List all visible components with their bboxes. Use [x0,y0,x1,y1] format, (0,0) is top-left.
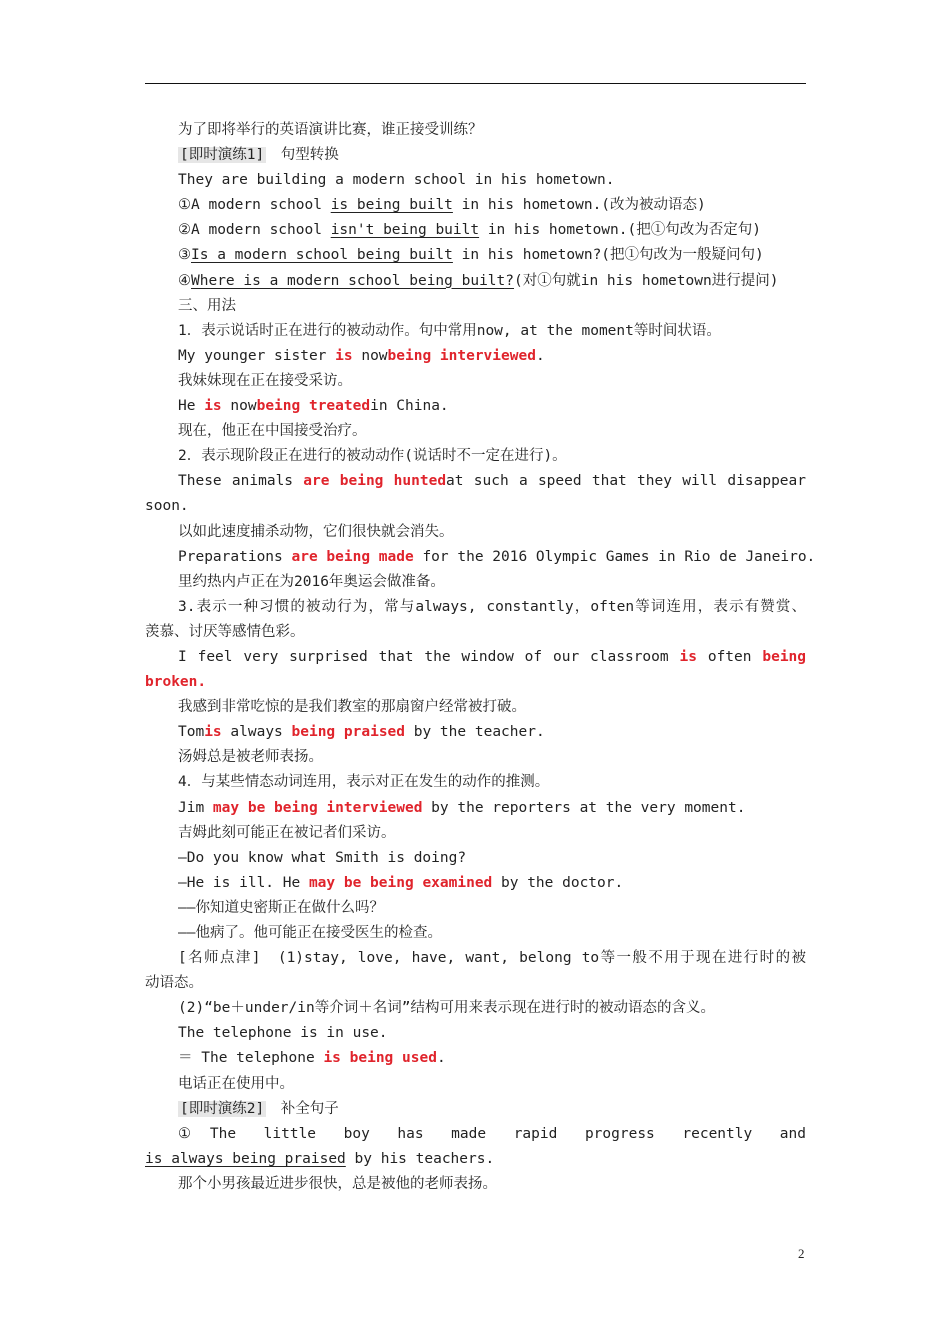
text-segment: 汤姆总是被老师表扬。 [178,749,323,766]
text-segment: —He is ill. He [178,874,309,891]
text-segment: 吉姆此刻可能正在被记者们采访。 [178,824,396,841]
text-line [145,996,806,1021]
answer-text: is being built [330,197,453,214]
highlighted-text: being praised [291,724,406,741]
highlighted-text: being interviewed [387,347,536,364]
text-line [145,294,806,319]
text-segment: The telephone is in use. [178,1025,388,1042]
text-line [145,444,806,469]
text-segment: . [535,347,545,364]
text-line [145,695,806,720]
text-segment: Preparations [178,548,292,565]
highlighted-text: may be being examined [308,874,493,891]
highlighted-text: being treated [256,398,371,415]
text-line [145,620,806,645]
text-line [145,821,806,846]
text-segment: 为了即将举行的英语演讲比赛，谁正接受训练？ [178,122,483,138]
text-line [145,1147,806,1172]
text-segment: My younger sister [178,347,336,364]
text-segment: ＝ The telephone [178,1050,324,1067]
text-line [145,193,806,218]
text-segment: 那个小男孩最近进步很快，总是被他的老师表扬。 [178,1175,497,1192]
text-segment: Jim [178,799,213,816]
text-segment: now [352,347,388,364]
text-segment: 动语态。 [145,975,203,992]
text-segment: [名师点津] (1)stay, love, have, want, belong to等一般不用于现在进行时的被 [178,950,806,967]
document-body [145,118,816,1197]
text-line [145,971,806,996]
text-segment: in his hometown.(把①句改为否定句) [479,222,761,239]
text-line [145,218,806,243]
text-segment: 三、用法 [178,297,236,314]
text-line [145,168,806,193]
text-segment: ——你知道史密斯正在做什么吗？ [178,899,384,916]
text-segment: 补全句子 [266,1100,339,1117]
text-segment: by his teachers. [345,1150,495,1167]
text-segment: by the doctor. [492,874,624,891]
text-segment: 句型转换 [266,147,339,164]
text-segment: (对①句就in his hometown进行提问) [514,272,779,289]
text-segment: These animals [178,473,304,490]
highlighted-text: is [204,724,222,741]
answer-text: isn't being built [330,222,480,239]
text-line [145,243,806,268]
text-line [145,1172,806,1197]
highlighted-text: broken. [145,674,207,691]
text-segment: ——他病了。他可能正在接受医生的检查。 [178,925,442,941]
text-line [145,118,806,143]
text-line [145,770,806,795]
answer-text: Where is a modern school being built? [191,272,515,289]
text-segment: Tom [178,724,205,741]
text-line [145,720,806,745]
text-segment: 以如此速度捕杀动物，它们很快就会消失。 [178,523,454,540]
text-segment: 我感到非常吃惊的是我们教室的那扇窗户经常被打破。 [178,699,526,716]
text-line [145,1021,806,1046]
text-segment: always [221,724,292,741]
text-line [145,419,806,444]
text-line [145,570,806,595]
highlighted-text: are being hunted [303,473,447,490]
text-line [145,1046,806,1071]
text-segment: —Do you know what Smith is doing? [178,849,467,866]
text-segment: at such a speed that they will disappear [446,473,806,490]
answer-text: Is a modern school being built [191,247,453,264]
text-segment: 2．表示现阶段正在进行的被动动作(说话时不一定在进行)。 [178,448,567,465]
text-segment: 羡慕、讨厌等感情色彩。 [145,623,305,640]
text-line [145,796,806,821]
text-line [145,1072,806,1097]
text-line [145,846,806,871]
text-segment: by the reporters at the very moment. [422,799,746,816]
text-segment: in his hometown?(把①句改为一般疑问句) [452,247,764,264]
text-segment: 现在，他正在中国接受治疗。 [178,423,367,440]
text-segment: 4．与某些情态动词连用，表示对正在发生的动作的推测。 [178,774,550,791]
answer-text: is always being praised [145,1150,346,1167]
text-segment: ①A modern school [178,197,331,214]
text-segment: I feel very surprised that the window of our classroom [178,648,680,665]
text-segment: in China. [370,398,449,415]
text-line [145,745,806,770]
highlighted-text: are being made [291,548,414,565]
text-segment: ③ [178,247,191,264]
text-line [145,269,806,294]
text-line [145,670,806,695]
text-line [145,494,806,519]
text-segment: 电话正在使用中。 [178,1075,294,1092]
text-segment: ②A modern school [178,222,331,239]
text-segment: 我妹妹现在正在接受采访。 [178,372,352,389]
text-line [145,319,806,344]
text-line [145,344,806,369]
text-segment: ①The little boy has made rapid progress recently and [178,1125,806,1142]
text-line [145,1097,806,1122]
header-rule [145,83,806,84]
highlighted-text: is being used [323,1050,437,1067]
text-segment: They are building a modern school in his hometown. [178,172,615,189]
text-line [145,645,806,670]
text-segment: in his hometown.(改为被动语态) [452,197,706,214]
page-number: 2 [798,1246,805,1261]
highlighted-text: is [335,347,353,364]
text-segment: often [696,648,763,665]
text-segment: He [178,398,205,415]
text-line [145,520,806,545]
text-line [145,369,806,394]
text-line [145,921,806,946]
text-segment: . [436,1050,446,1067]
text-segment: soon. [145,498,189,515]
text-segment: 1．表示说话时正在进行的被动动作。句中常用now, at the moment等时间状语。 [178,322,721,339]
highlighted-text: is [204,398,222,415]
text-segment: (2)“be＋under/in等介词＋名词”结构可用来表示现在进行时的被动语态的含义。 [178,1000,715,1017]
text-line [145,896,806,921]
text-segment: 里约热内卢正在为2016年奥运会做准备。 [178,573,445,590]
text-segment: ④ [178,272,191,289]
text-segment: 3.表示一种习惯的被动行为，常与always, constantly，often等词连用，表示有赞赏、 [178,598,806,615]
text-line [145,1122,806,1147]
highlighted-text: being [762,648,807,665]
text-line [145,469,806,494]
text-line [145,871,806,896]
text-line [145,394,806,419]
text-line [145,595,806,620]
exercise-tag: [即时演练2] [180,1100,265,1117]
text-segment: for the 2016 Olympic Games in Rio de Janeiro. [413,548,816,565]
highlighted-text: may be being interviewed [212,799,423,816]
text-segment: by the teacher. [405,724,545,741]
exercise-tag: [即时演练1] [180,147,265,164]
text-segment: now [221,398,257,415]
text-line [145,545,816,570]
text-line [145,946,806,971]
text-line [145,143,806,168]
highlighted-text: is [679,648,697,665]
